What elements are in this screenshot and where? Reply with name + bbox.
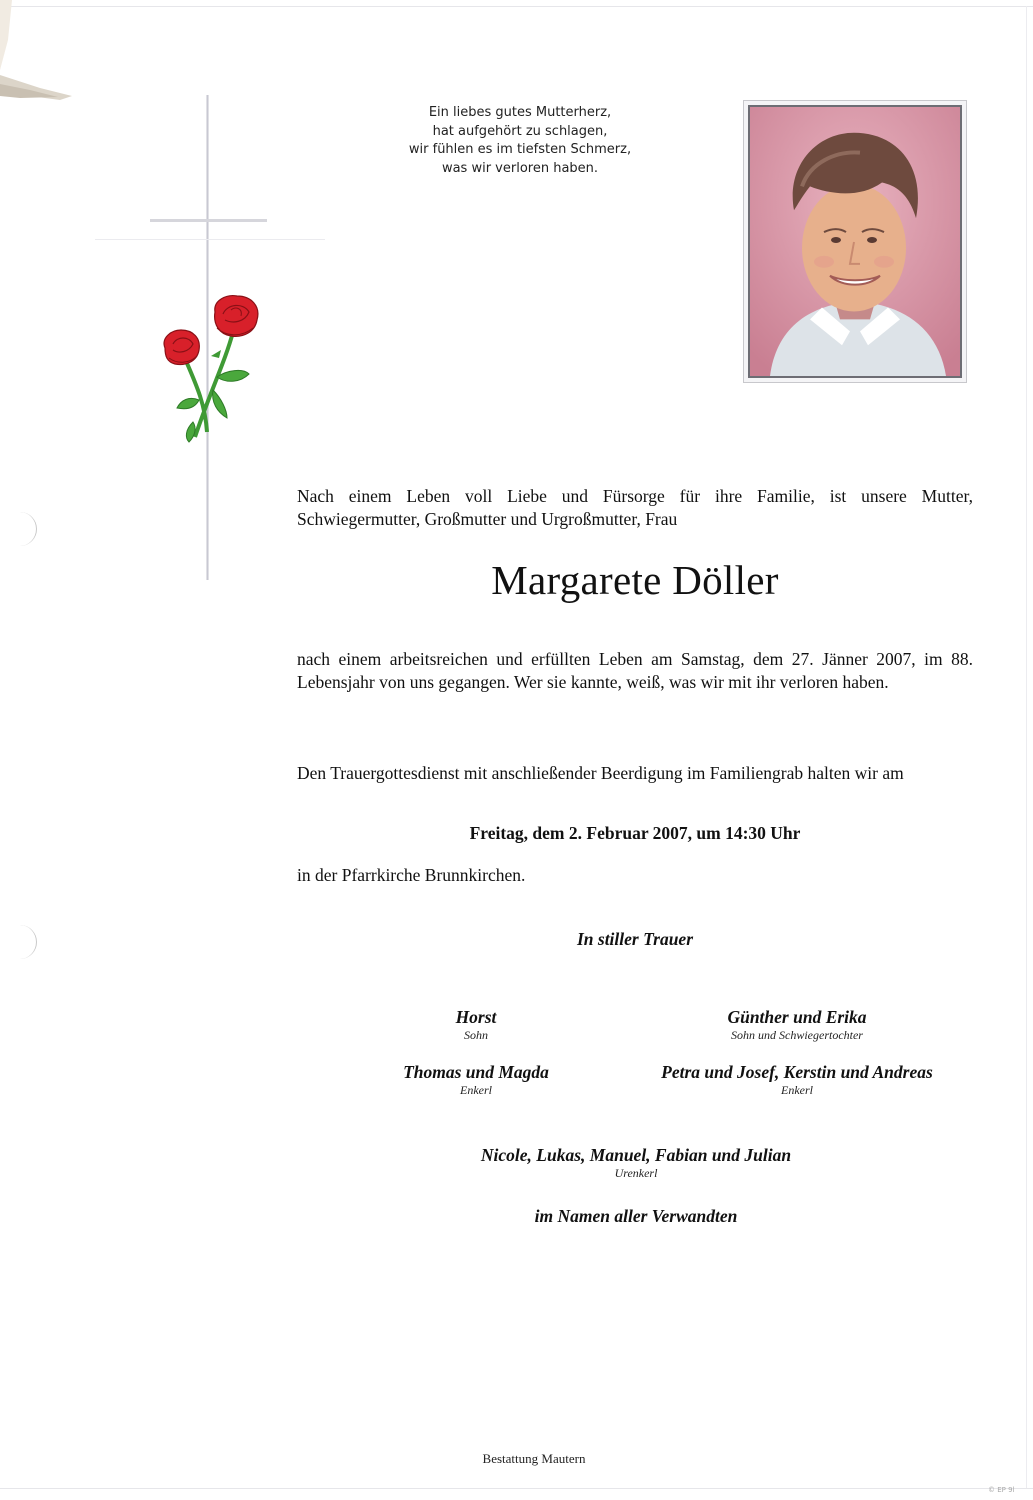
portrait-frame [743,100,967,383]
death-notice-text: nach einem arbeitsreichen und erfüllten Leben am Samstag, dem 27. Jänner 2007, im 88. Lebensjahr von uns gegangen. Wer sie kannte, weiß, was wir mit ihr verloren haben. [297,649,973,692]
mourner-role: Sohn [464,1028,488,1042]
punch-hole-mark [16,925,37,959]
cross-bar-shadow [95,239,325,240]
mourner-entry [637,1062,957,1098]
funeral-home: Bestattung Mautern [482,1451,586,1466]
mourner-name: Günther und Erika [727,1007,867,1027]
closing-line: im Namen aller Verwandten [534,1206,738,1226]
mourner-role: Urenkerl [614,1166,658,1180]
funeral-date: Freitag, dem 2. Februar 2007, um 14:30 Uhr [469,823,801,843]
mourning-title: In stiller Trauer [576,929,694,949]
poem-line: was wir verloren haben. [441,160,599,176]
mourner-name: Petra und Josef, Kerstin und Andreas [661,1062,933,1082]
mourner-entry [436,1145,836,1181]
roses-icon [155,292,275,447]
cross-bar [150,219,267,222]
mourner-name: Thomas und Magda [403,1062,549,1082]
poem-line: wir fühlen es im tiefsten Schmerz, [408,142,632,157]
mourner-role: Enkerl [460,1083,492,1097]
corner-mark: © EP 9l [988,1486,1015,1494]
page-edge-right [1026,6,1027,1488]
poem-line: Ein liebes gutes Mutterherz, [428,105,612,120]
punch-hole-mark [16,512,37,546]
scan-corner-shadow [0,0,80,110]
mourner-entry [376,1007,576,1043]
page-edge-bottom [0,1488,1033,1489]
deceased-name: Margarete Döller [491,557,779,603]
poem [380,104,660,178]
mourner-role: Sohn und Schwiegertochter [731,1028,863,1042]
poem-line: hat aufgehört zu schlagen, [432,123,608,139]
funeral-service-text: Den Trauergottesdienst mit anschließender Beerdigung im Familiengrab halten wir am [297,763,904,783]
mourner-name: Horst [455,1007,497,1027]
mourner-entry [647,1007,947,1043]
intro-text: Nach einem Leben voll Liebe und Fürsorge für ihre Familie, ist unsere Mutter, Schwiegermutter, Großmutter und Urgroßmutter, Frau [297,486,973,529]
mourner-entry [376,1062,576,1098]
portrait-photo [748,105,962,378]
mourner-name: Nicole, Lukas, Manuel, Fabian und Julian [480,1145,792,1165]
mourner-role: Enkerl [781,1083,813,1097]
funeral-place: in der Pfarrkirche Brunnkirchen. [297,865,526,885]
page-edge-top [0,6,1033,7]
